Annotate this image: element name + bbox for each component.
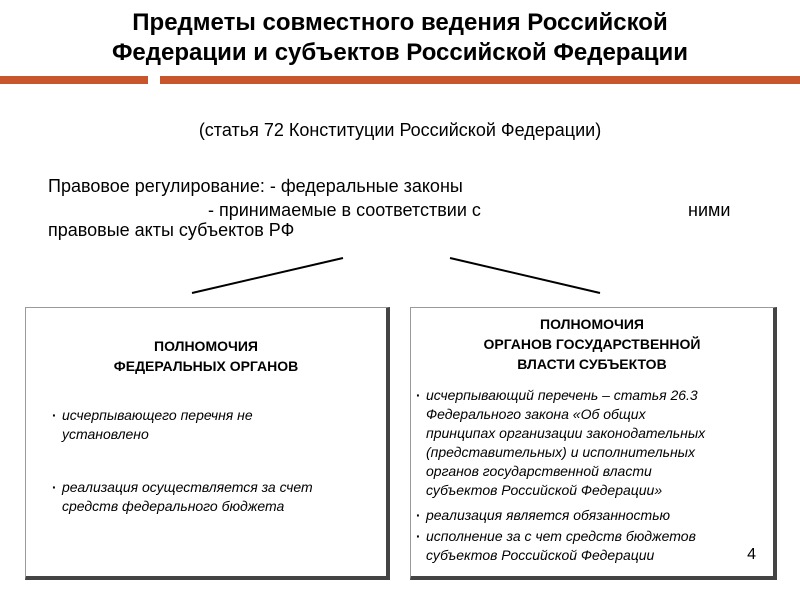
bullet-icon: ·	[52, 407, 57, 423]
bullet-icon: ·	[52, 479, 57, 495]
subjects-item-1-line-3: принципах организации законодательных	[426, 425, 706, 441]
subjects-item-1-line-2: Федерального закона «Об общих	[426, 406, 646, 422]
federal-organs-box	[25, 307, 390, 580]
connector-line-left	[192, 258, 343, 293]
slide-title-line-1: Предметы совместного ведения Российской	[132, 9, 668, 36]
subjects-item-1-line-1: исчерпывающий перечень – статья 26.3	[426, 387, 698, 403]
subjects-organs-heading-line-2: ОРГАНОВ ГОСУДАРСТВЕННОЙ	[483, 336, 701, 352]
federal-item-2	[52, 478, 313, 516]
subjects-item-2-line-1: реализация является обязанностью	[426, 507, 671, 523]
subjects-organs-heading-line-1: ПОЛНОМОЧИЯ	[540, 316, 644, 332]
subjects-organs-box	[410, 307, 777, 580]
subjects-item-1-line-6: субъектов Российской Федерации»	[426, 482, 663, 498]
page-number: 4	[747, 546, 756, 563]
federal-item-1-line-2: установлено	[62, 426, 149, 442]
slide-title-line-2: Федерации и субъектов Российской Федерации	[111, 39, 689, 66]
bullet-icon: ·	[416, 387, 421, 403]
federal-item-1-line-1: исчерпывающего перечня не	[62, 407, 253, 423]
subjects-item-2	[416, 506, 670, 525]
bullet-icon: ·	[416, 507, 421, 523]
regulation-line-2: - принимаемые в соответствии с	[208, 200, 481, 220]
federal-organs-heading-line-2: ФЕДЕРАЛЬНЫХ ОРГАНОВ	[113, 358, 299, 374]
federal-item-2-line-2: средств федерального бюджета	[62, 498, 285, 514]
subjects-item-1	[416, 386, 705, 500]
regulation-line-1: Правовое регулирование: - федеральные законы	[48, 176, 463, 196]
federal-organs-heading	[26, 336, 386, 376]
federal-organs-heading-line-1: ПОЛНОМОЧИЯ	[154, 338, 258, 354]
constitution-article-subtitle: (статья 72 Конституции Российской Федерации)	[198, 120, 602, 140]
regulation-line-3: правовые акты субъектов РФ	[48, 220, 295, 240]
federal-item-2-line-1: реализация осуществляется за счет	[62, 479, 313, 495]
federal-item-1	[52, 406, 253, 444]
connector-line-right	[450, 258, 600, 293]
subjects-item-3-line-1: исполнение за с чет средств бюджетов	[426, 528, 696, 544]
regulation-line-2-end: ними	[688, 200, 731, 220]
subjects-item-3-line-2: субъектов Российской Федерации	[426, 547, 655, 563]
subjects-item-1-line-5: органов государственной власти	[426, 463, 652, 479]
subjects-item-1-line-4: (представительных) и исполнительных	[426, 444, 695, 460]
bullet-icon: ·	[416, 528, 421, 544]
subjects-organs-heading-line-3: ВЛАСТИ СУБЪЕКТОВ	[517, 356, 667, 372]
subjects-item-3	[416, 527, 696, 565]
subjects-organs-heading	[411, 314, 773, 374]
